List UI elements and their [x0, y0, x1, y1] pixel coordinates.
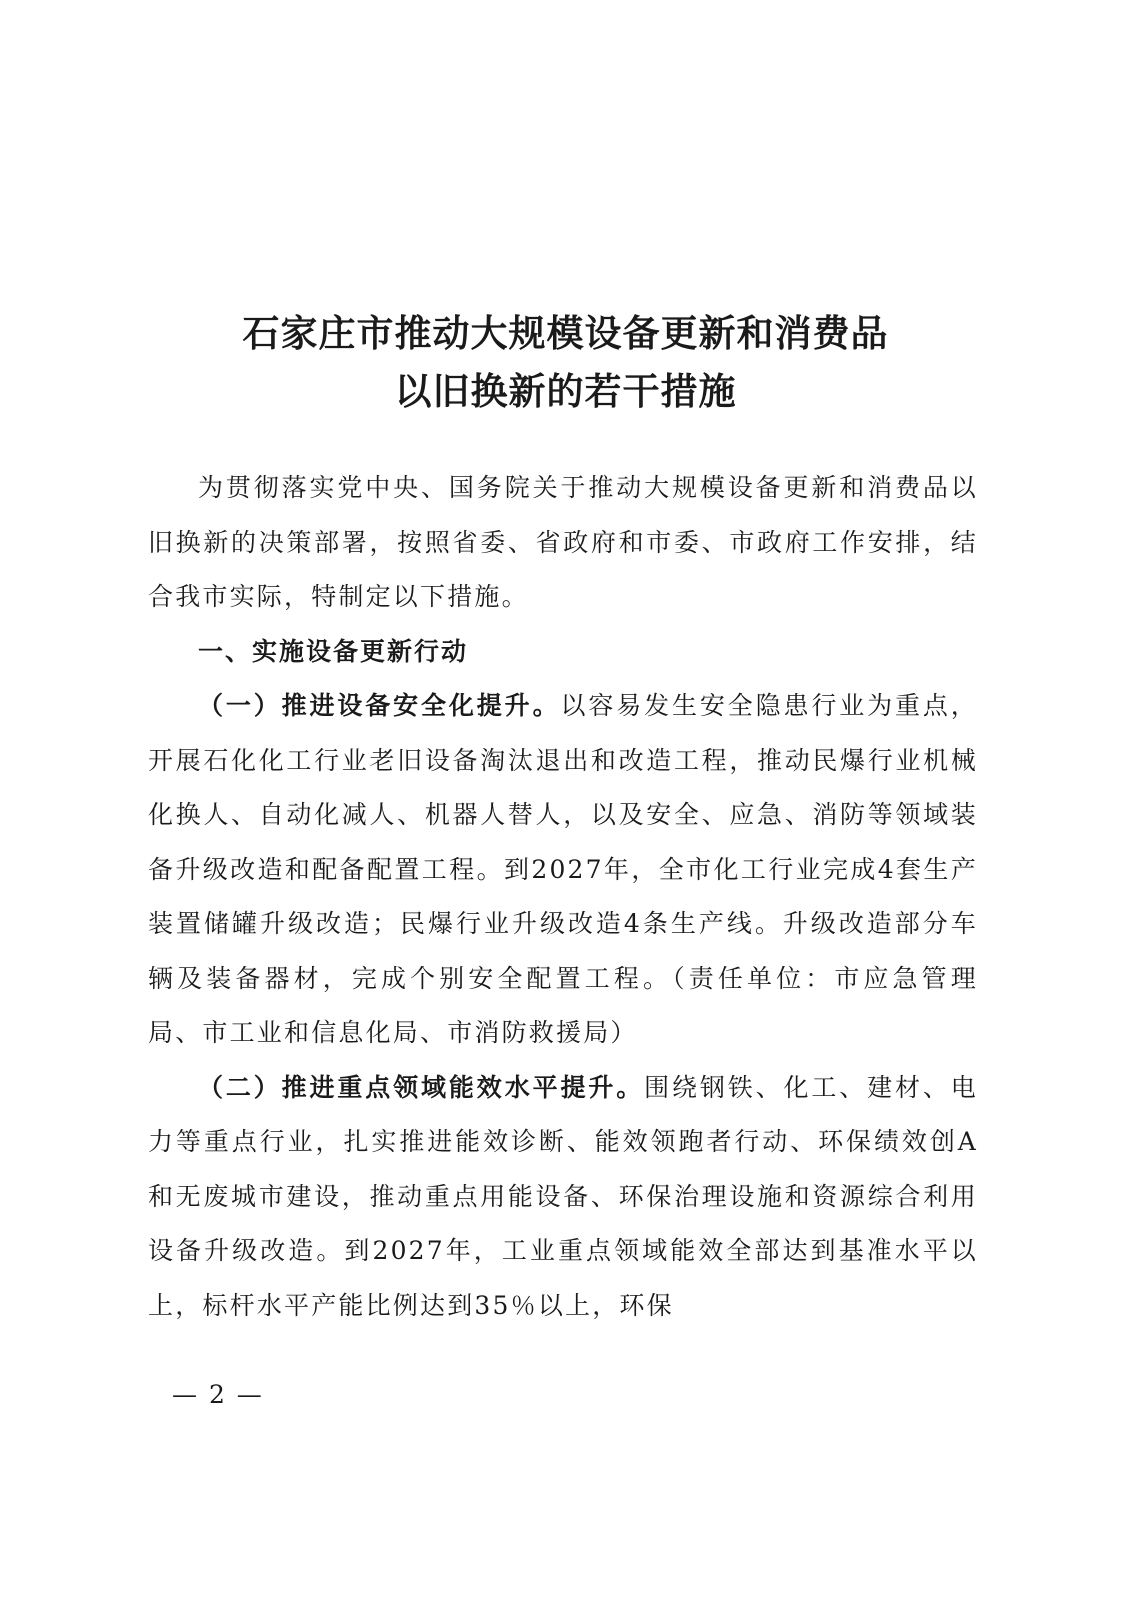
intro-paragraph: 为贯彻落实党中央、国务院关于推动大规模设备更新和消费品以旧换新的决策部署，按照省委、省政府和市委、市政府工作安排，结合我市实际，特制定以下措施。 — [148, 473, 978, 611]
item-text-2: 围绕钢铁、化工、建材、电力等重点行业，扎实推进能效诊断、能效领跑者行动、环保绩效创A和无废城市建设，推动重点用能设备、环保治理设施和资源综合利用设备升级改造。到2027年，工业重点领域能效全部达到基准水平以上，标杆水平产能比例达到35％以上，环保 — [148, 1072, 979, 1320]
item-paragraph-2 — [148, 1061, 978, 1334]
title-line-2: 以旧换新的若干措施 — [394, 370, 737, 413]
page-title — [0, 305, 1131, 421]
item-paragraph-1 — [148, 679, 978, 1061]
item-lead-2: （二）推进重点领域能效水平提升。 — [198, 1072, 645, 1102]
section-heading: 一、实施设备更新行动 — [198, 636, 469, 666]
title-line-1: 石家庄市推动大规模设备更新和消费品 — [242, 312, 889, 355]
item-text-1: 以容易发生安全隐患行业为重点，开展石化化工行业老旧设备淘汰退出和改造工程，推动民爆行业机械化换人、自动化减人、机器人替人，以及安全、应急、消防等领域装备升级改造和配备配置工程。到2027年，全市化工行业完成4套生产装置储罐升级改造；民爆行业升级改造4条生产线。升级改造部分车辆及装备器材，完成个别安全配置工程。（责任单位：市应急管理局、市工业和信息化局、市消防救援局） — [148, 691, 978, 1047]
item-lead-1: （一）推进设备安全化提升。 — [198, 691, 561, 720]
document-body — [148, 461, 978, 1333]
page-number: — 2 — — [172, 1380, 264, 1409]
